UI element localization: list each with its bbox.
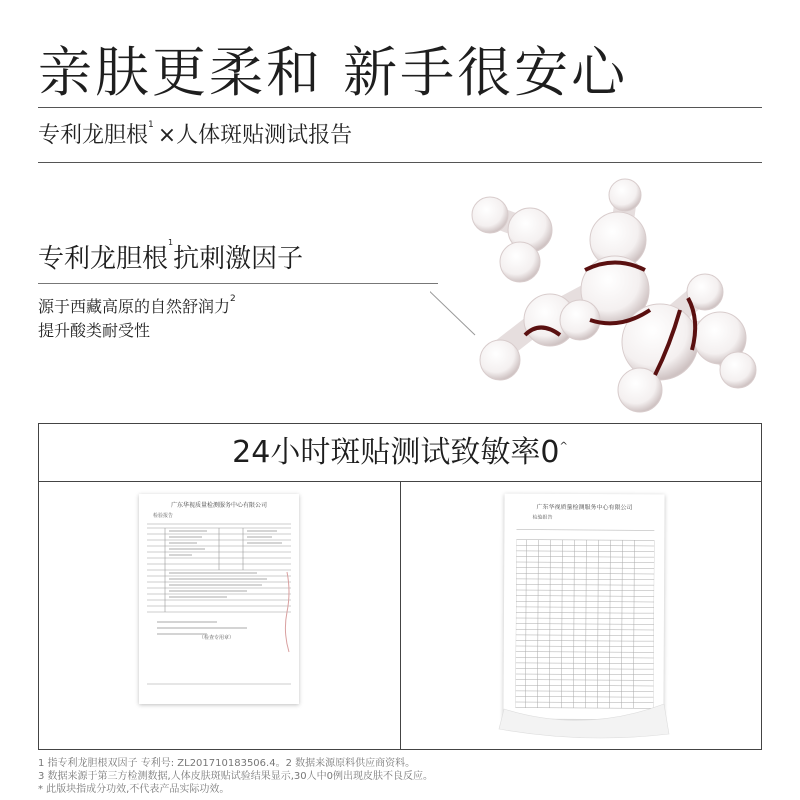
subtitle xyxy=(38,118,352,149)
subtitle-footnote-mark: 1 xyxy=(148,120,154,130)
page-title: 亲肤更柔和 新手很安心 xyxy=(38,41,629,104)
feature-title xyxy=(38,238,303,275)
divider xyxy=(38,107,762,108)
report-doc-title: 检验报告 xyxy=(532,514,553,521)
footnote-2: 3 数据来源于第三方检测数据,人体皮肤斑贴试验结果显示,30人中0例出现皮肤不良反应。 xyxy=(38,771,433,782)
patch-test-heading-text: 24小时斑贴测试致敏率0 xyxy=(232,435,560,470)
patch-test-panel xyxy=(38,423,762,750)
feature-description-2: 提升酸类耐受性 xyxy=(38,321,151,340)
report-document-left xyxy=(139,494,299,704)
report-table-right xyxy=(515,526,654,712)
molecule-illustration xyxy=(430,170,770,420)
feature-title-main: 专利龙胆根 xyxy=(38,244,169,274)
feature-line1-text: 源于西藏高原的自然舒润力 xyxy=(38,297,231,316)
report-doc-title: 检验报告 xyxy=(153,513,174,519)
page-curl xyxy=(494,704,674,744)
footnote-1: 1 指专利龙胆根双因子 专利号: ZL201710183506.4。2 数据来源原料供应商资料。 xyxy=(38,758,416,769)
footnote-3: * 此版块指成分功效,不代表产品实际功效。 xyxy=(38,784,230,795)
subtitle-rest: ×人体斑贴测试报告 xyxy=(157,123,353,148)
report-signature-note: （检查专用章） xyxy=(199,635,235,641)
report-org-name: 广东华视质量检测服务中心有限公司 xyxy=(536,503,633,512)
feature-line1-footnote-mark: 2 xyxy=(230,294,236,304)
feature-title-rest: 抗刺激因子 xyxy=(173,244,304,274)
footnotes xyxy=(38,757,433,796)
feature-divider xyxy=(38,283,438,284)
report-document-right xyxy=(503,494,664,720)
divider xyxy=(38,162,762,163)
report-table-left xyxy=(147,522,291,692)
feature-description-1 xyxy=(38,294,236,317)
patch-test-heading xyxy=(39,424,761,482)
report-org-name: 广东华视质量检测服务中心有限公司 xyxy=(170,502,267,509)
patch-test-heading-mark: ^ xyxy=(559,441,568,452)
panel-divider xyxy=(400,481,401,749)
subtitle-main: 专利龙胆根 xyxy=(38,123,149,148)
feature-title-footnote-mark: 1 xyxy=(168,238,174,247)
